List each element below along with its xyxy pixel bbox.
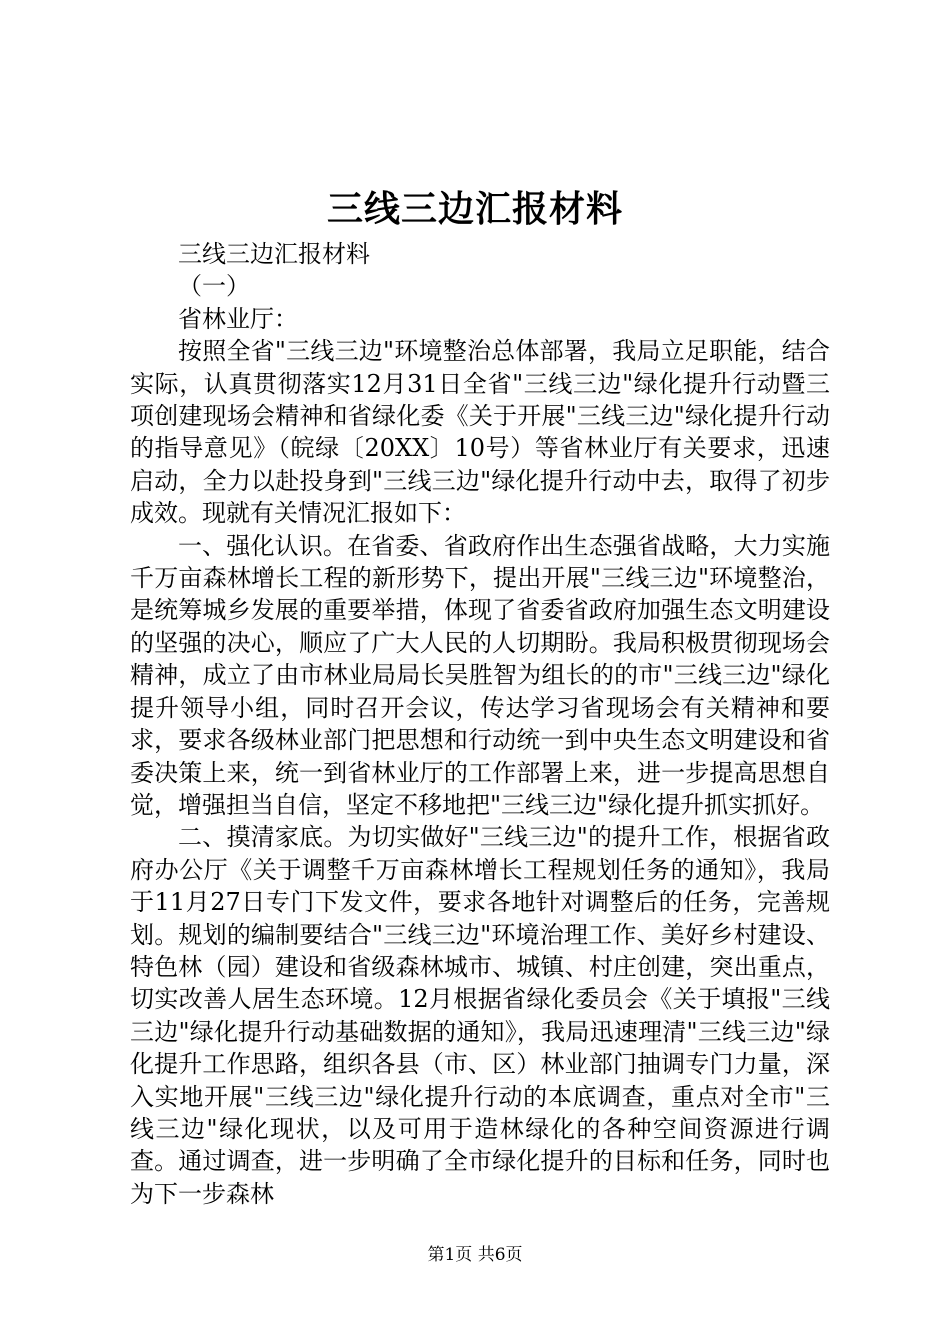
- paragraph: 二、摸清家底。为切实做好"三线三边"的提升工作，根据省政府办公厅《关于调整千万亩森林增长工程规划任务的通知》，我局于11月27日专门下发文件，要求各地针对调整后的任务，完善规划。规划的编制要结合"三线三边"环境治理工作、美好乡村建设、特色林（园）建设和省级森林城市、城镇、村庄创建，突出重点，切实改善人居生态环境。12月根据省绿化委员会《关于填报"三线三边"绿化提升行动基础数据的通知》，我局迅速理清"三线三边"绿化提升工作思路，组织各县（市、区）林业部门抽调专门力量，深入实地开展"三线三边"绿化提升行动的本底调查，重点对全市"三线三边"绿化现状，以及可用于造林绿化的各种空间资源进行调查。通过调查，进一步明确了全市绿化提升的目标和任务，同时也为下一步森林: [130, 823, 830, 1208]
- page-number-footer: 第1页 共6页: [427, 1245, 523, 1265]
- paragraph: （一）: [178, 272, 250, 301]
- document-body: [130, 238, 830, 1210]
- paragraph: 省林业厅：: [178, 304, 298, 333]
- paragraph: 三线三边汇报材料: [178, 240, 370, 268]
- document-title: 三线三边汇报材料: [326, 188, 623, 230]
- paragraph: 一、强化认识。在省委、省政府作出生态强省战略，大力实施千万亩森林增长工程的新形势下，提出开展"三线三边"环境整治，是统筹城乡发展的重要举措，体现了省委省政府加强生态文明建设的坚强的决心，顺应了广大人民的人切期盼。我局积极贯彻现场会精神，成立了由市林业局局长吴胜智为组长的的市"三线三边"绿化提升领导小组，同时召开会议，传达学习省现场会有关精神和要求，要求各级林业部门把思想和行动统一到中央生态文明建设和省委决策上来，统一到省林业厅的工作部署上来，进一步提高思想自觉，增强担当自信，坚定不移地把"三线三边"绿化提升抓实抓好。: [130, 531, 830, 819]
- paragraph: 按照全省"三线三边"环境整治总体部署，我局立足职能，结合实际，认真贯彻落实12月31日全省"三线三边"绿化提升行动暨三项创建现场会精神和省绿化委《关于开展"三线三边"绿化提升行动的指导意见》（皖绿〔20XX〕10号）等省林业厅有关要求，迅速启动，全力以赴投身到"三线三边"绿化提升行动中去，取得了初步成效。现就有关情况汇报如下：: [130, 337, 830, 528]
